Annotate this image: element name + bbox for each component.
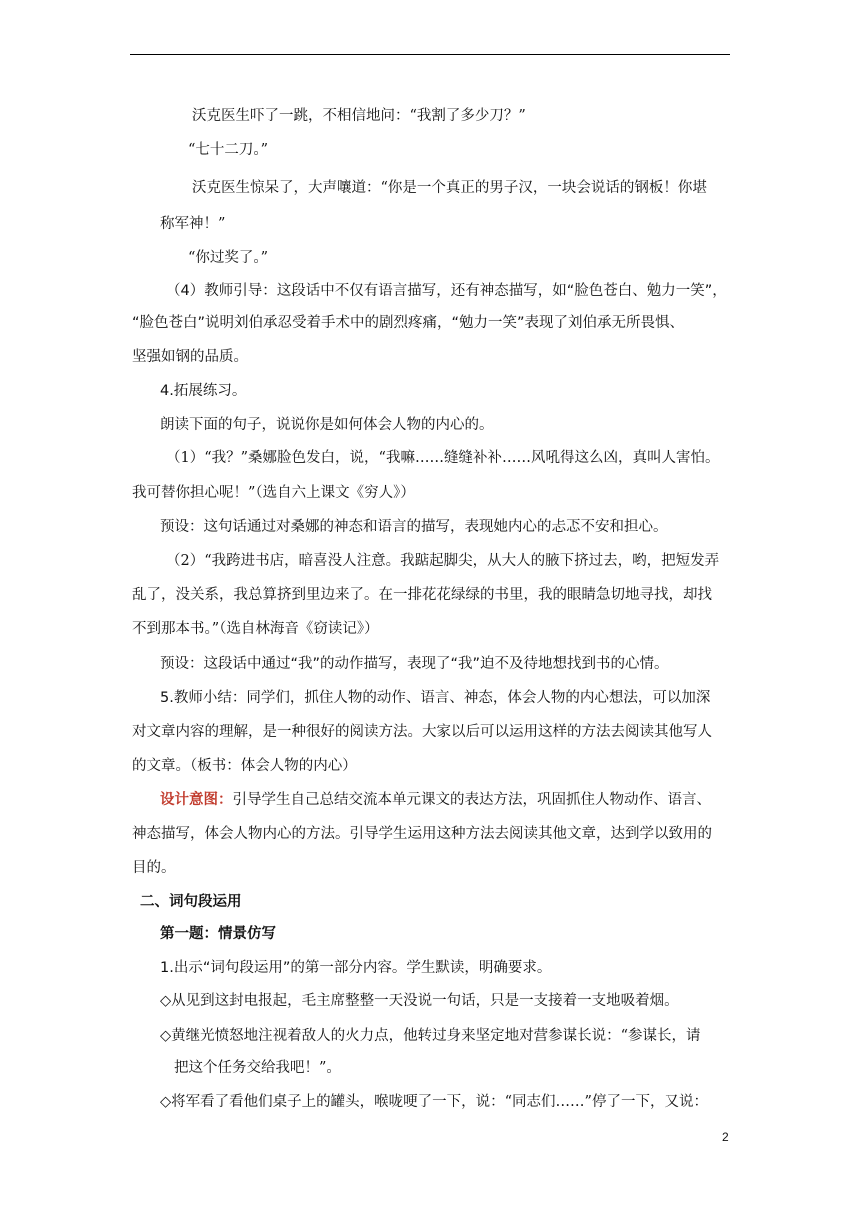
text-line: 称军神！” <box>160 216 226 232</box>
text-line: （2）“我跨进书店，暗喜没人注意。我踮起脚尖，从大人的腋下挤过去，哟，把短发弄 <box>166 553 720 569</box>
design-intent-label: 设计意图： <box>160 792 233 808</box>
text-line: “脸色苍白”说明刘伯承忍受着手术中的剧烈疼痛，“勉力一笑”表现了刘伯承无所畏惧、 <box>132 315 685 331</box>
page-number: 2 <box>722 1130 729 1144</box>
text-line: ◇黄继光愤怒地注视着敌人的火力点，他转过身来坚定地对营参谋长说：“参谋长，请 <box>160 1028 701 1044</box>
text-line: （4）教师引导：这段话中不仅有语言描写，还有神态描写，如“脸色苍白、勉力一笑”， <box>166 283 727 299</box>
text-line: “你过奖了。” <box>188 250 269 266</box>
text-line: ◇从见到这封电报起，毛主席整整一天没说一句话，只是一支接着一支地吸着烟。 <box>160 993 679 1009</box>
text-line: 引导学生自己总结交流本单元课文的表达方法，巩固抓住人物动作、语言、 <box>232 792 711 808</box>
text-line: 神态描写，体会人物内心的方法。引导学生运用这种方法去阅读其他文章，达到学以致用的 <box>132 826 712 842</box>
text-line: 预设：这句话通过对桑娜的神态和语言的描写，表现她内心的忐忑不安和担心。 <box>160 519 668 535</box>
text-line: 5.教师小结：同学们，抓住人物的动作、语言、神态，体会人物的内心想法，可以加深 <box>160 690 711 706</box>
header-rule <box>130 54 730 55</box>
text-line: 我可替你担心呢！”（选自六上课文《穷人》） <box>132 485 415 501</box>
text-line: 乱了，没关系，我总算挤到里边来了。在一排花花绿绿的书里，我的眼睛急切地寻找，却找 <box>132 587 712 603</box>
design-intent <box>160 790 730 810</box>
text-line: 对文章内容的理解，是一种很好的阅读方法。大家以后可以运用这样的方法去阅读其他写人 <box>132 724 712 740</box>
text-line: 沃克医生惊呆了，大声嚷道：“你是一个真正的男子汉，一块会说话的钢板！你堪 <box>192 180 707 196</box>
text-line: 沃克医生吓了一跳，不相信地问：“我割了多少刀？” <box>192 108 526 124</box>
text-line: 朗读下面的句子，说说你是如何体会人物的内心的。 <box>160 417 494 433</box>
text-line: （1）“我？”桑娜脸色发白，说，“我嘛……缝缝补补……风吼得这么凶，真叫人害怕。 <box>166 450 720 466</box>
text-line: 的文章。（板书：体会人物的内心） <box>132 758 357 774</box>
text-line: 4.拓展练习。 <box>160 383 247 399</box>
section-heading: 二、词句段运用 <box>140 894 242 910</box>
text-line: ◇将军看了看他们桌子上的罐头，喉咙哽了一下，说：“同志们……”停了一下，又说： <box>160 1094 708 1110</box>
text-line: 坚强如钢的品质。 <box>132 349 248 365</box>
text-line: 目的。 <box>132 860 176 876</box>
text-line: “七十二刀。” <box>188 142 269 158</box>
text-line: 不到那本书。”（选自林海音《窃读记》） <box>132 621 379 637</box>
text-line: 1.出示“词句段运用”的第一部分内容。学生默读，明确要求。 <box>160 960 552 976</box>
text-line: 预设：这段话中通过“我”的动作描写，表现了“我”迫不及待地想找到书的心情。 <box>160 656 669 672</box>
subsection-heading: 第一题：情景仿写 <box>160 926 276 942</box>
text-line: 把这个任务交给我吧！”。 <box>174 1060 341 1076</box>
